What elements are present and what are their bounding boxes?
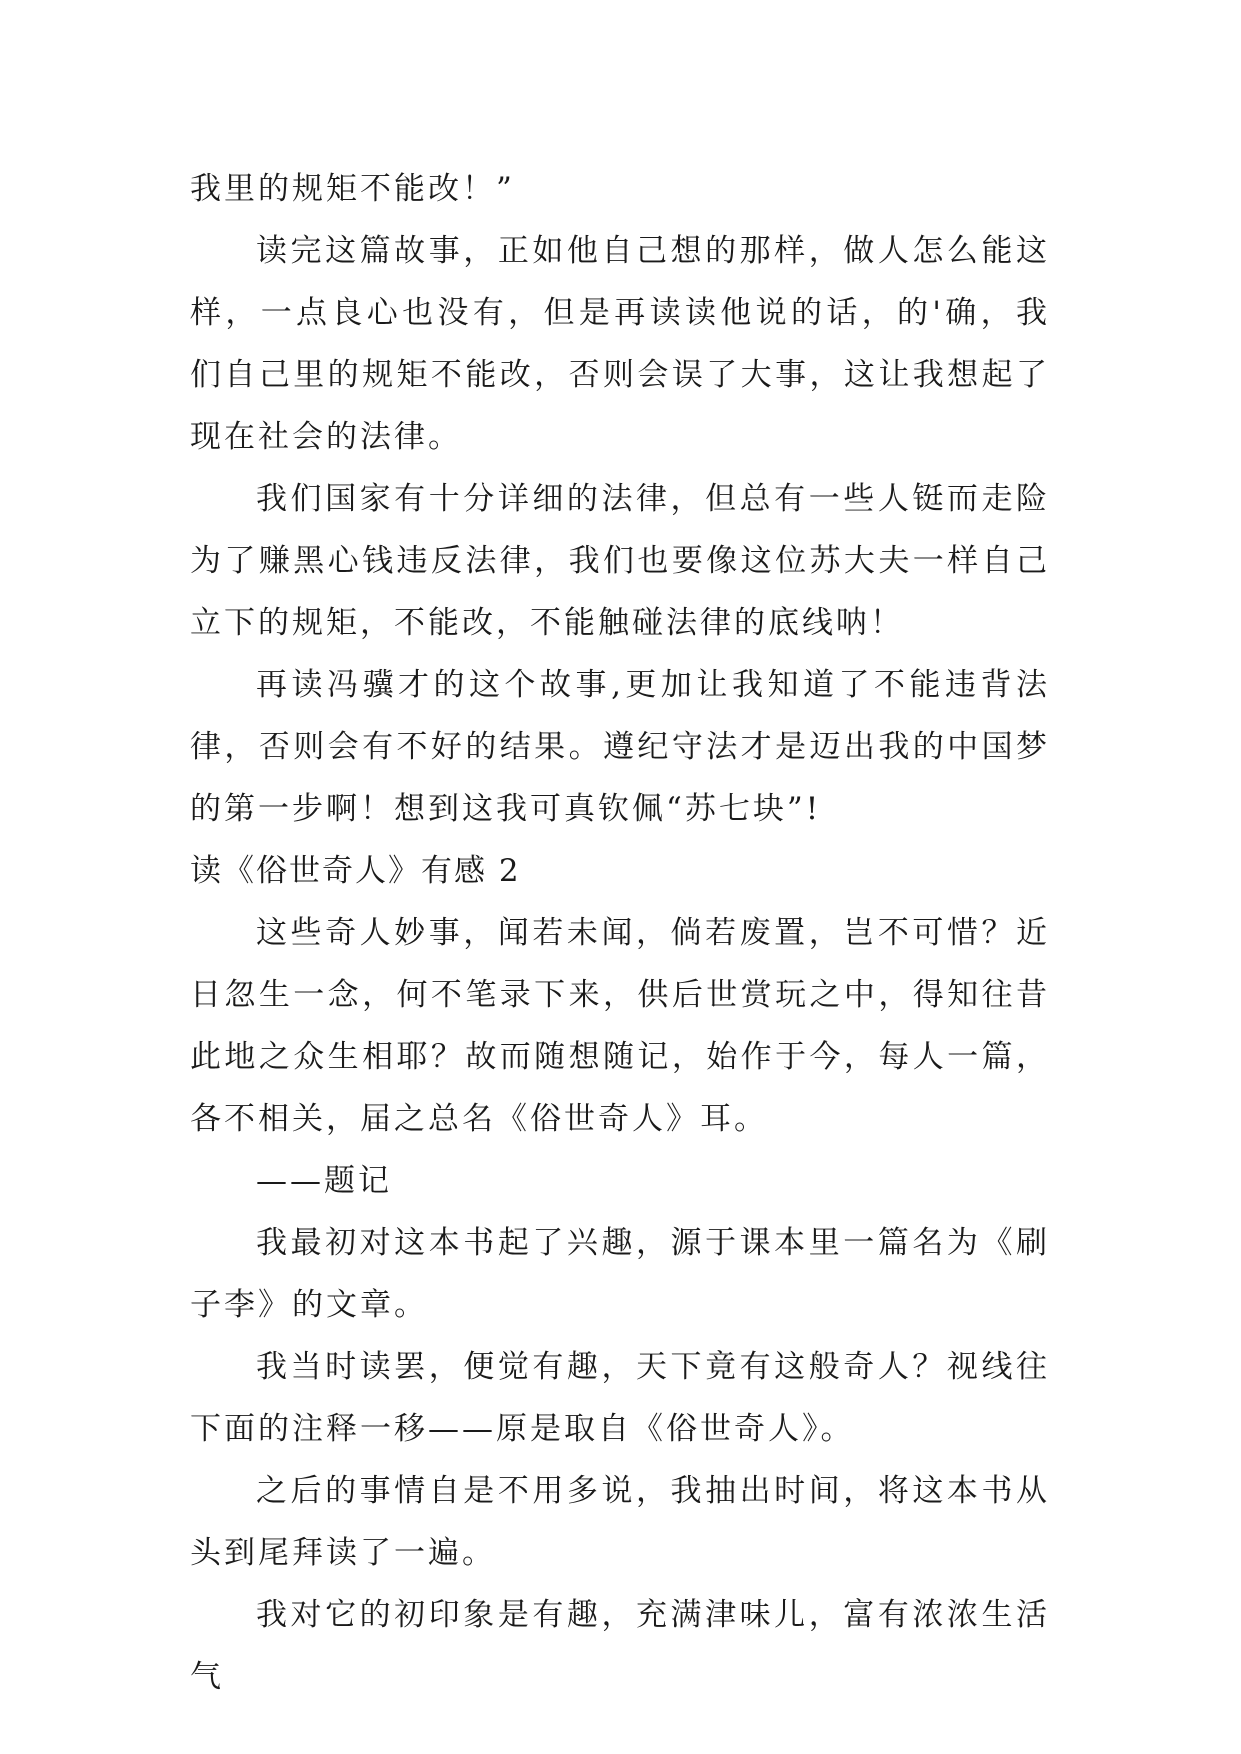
epigraph-attribution: ——题记	[256, 1163, 392, 1199]
paragraph-continuation: 我里的规矩不能改！”	[190, 171, 515, 207]
paragraph: 我对它的初印象是有趣，充满津味儿，富有浓浓生活气	[190, 1597, 1050, 1695]
paragraph: 读完这篇故事，正如他自己想的那样，做人怎么能这样，一点良心也没有，但是再读读他说的话，的'确，我们自己里的规矩不能改，否则会误了大事，这让我想起了现在社会的法律。	[190, 233, 1050, 455]
section-title: 读《俗世奇人》有感 2	[190, 853, 521, 889]
paragraph: 之后的事情自是不用多说，我抽出时间，将这本书从头到尾拜读了一遍。	[190, 1473, 1050, 1571]
paragraph: 我们国家有十分详细的法律，但总有一些人铤而走险为了赚黑心钱违反法律，我们也要像这位苏大夫一样自己立下的规矩，不能改，不能触碰法律的底线呐！	[190, 481, 1050, 641]
document-body	[190, 158, 1050, 1708]
paragraph: 这些奇人妙事，闻若未闻，倘若废置，岂不可惜？近日忽生一念，何不笔录下来，供后世赏玩之中，得知往昔此地之众生相耶？故而随想随记，始作于今，每人一篇，各不相关，届之总名《俗世奇人》耳。	[190, 915, 1050, 1137]
paragraph: 我当时读罢，便觉有趣，天下竟有这般奇人？视线往下面的注释一移——原是取自《俗世奇人》。	[190, 1349, 1050, 1447]
paragraph: 再读冯骥才的这个故事,更加让我知道了不能违背法律，否则会有不好的结果。遵纪守法才是迈出我的中国梦的第一步啊！想到这我可真钦佩“苏七块”!	[190, 667, 1050, 827]
paragraph: 我最初对这本书起了兴趣，源于课本里一篇名为《刷子李》的文章。	[190, 1225, 1050, 1323]
